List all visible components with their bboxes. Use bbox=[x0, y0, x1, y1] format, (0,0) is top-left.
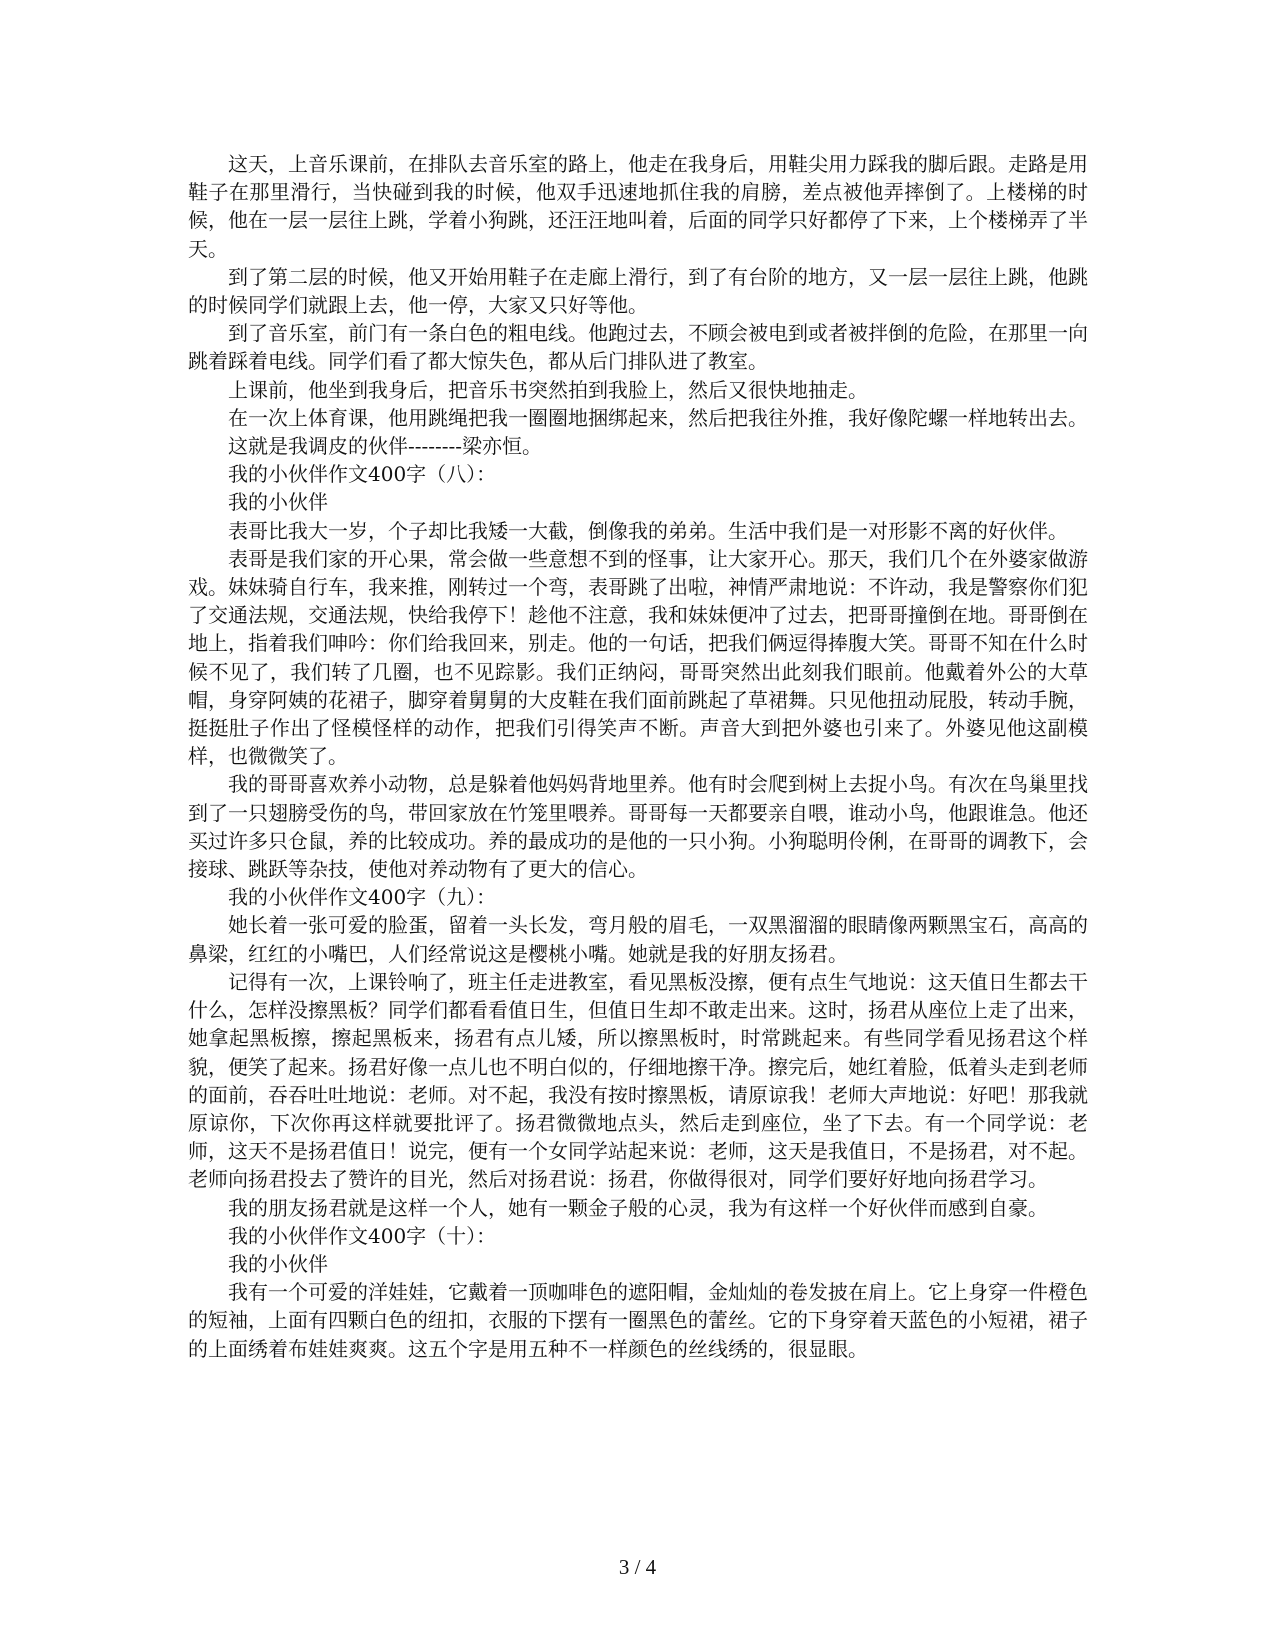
paragraph: 到了音乐室，前门有一条白色的粗电线。他跑过去，不顾会被电到或者被拌倒的危险，在那里一向跳着踩着电线。同学们看了都大惊失色，都从后门排队进了教室。 bbox=[188, 321, 1088, 374]
paragraph: 表哥是我们家的开心果，常会做一些意想不到的怪事，让大家开心。那天，我们几个在外婆家做游戏。妹妹骑自行车，我来推，刚转过一个弯，表哥跳了出啦，神情严肃地说：不许动，我是警察你们犯了交通法规，交通法规，快给我停下！趁他不注意，我和妹妹便冲了过去，把哥哥撞倒在地。哥哥倒在地上，指着我们呻吟：你们给我回来，别走。他的一句话，把我们俩逗得捧腹大笑。哥哥不知在什么时候不见了，我们转了几圈，也不见踪影。我们正纳闷，哥哥突然出此刻我们眼前。他戴着外公的大草帽，身穿阿姨的花裙子，脚穿着舅舅的大皮鞋在我们面前跳起了草裙舞。只见他扭动屁股，转动手腕，挺挺肚子作出了怪模怪样的动作，把我们引得笑声不断。声音大到把外婆也引来了。外婆见他这副模样，也微微笑了。 bbox=[188, 546, 1088, 769]
essay-title: 我的小伙伴 bbox=[228, 490, 328, 515]
section-heading: 我的小伙伴作文400字（十）： bbox=[228, 1223, 497, 1248]
essay-title: 我的小伙伴 bbox=[228, 1251, 328, 1276]
paragraph: 到了第二层的时候，他又开始用鞋子在走廊上滑行，到了有台阶的地方，又一层一层往上跳，他跳的时候同学们就跟上去，他一停，大家又只好等他。 bbox=[188, 264, 1088, 318]
paragraph: 记得有一次，上课铃响了，班主任走进教室，看见黑板没擦，便有点生气地说：这天值日生都去干什么，怎样没擦黑板？同学们都看看值日生，但值日生却不敢走出来。这时，扬君从座位上走了出来，她拿起黑板擦，擦起黑板来，扬君有点儿矮，所以擦黑板时，时常跳起来。有些同学看见扬君这个样貌，便笑了起来。扬君好像一点儿也不明白似的，仔细地擦干净。擦完后，她红着脸，低着头走到老师的面前，吞吞吐吐地说：老师。对不起，我没有按时擦黑板，请原谅我！老师大声地说：好吧！那我就原谅你，下次你再这样就要批评了。扬君微微地点头，然后走到座位，坐了下去。有一个同学说：老师，这天不是扬君值日！说完，便有一个女同学站起来说：老师，这天是我值日，不是扬君，对不起。老师向扬君投去了赞许的目光，然后对扬君说：扬君，你做得很对，同学们要好好地向扬君学习。 bbox=[188, 969, 1088, 1192]
section-heading: 我的小伙伴作文400字（九）： bbox=[228, 885, 497, 910]
paragraph: 在一次上体育课，他用跳绳把我一圈圈地捆绑起来，然后把我往外推，我好像陀螺一样地转出去。 bbox=[228, 405, 1088, 430]
page-number: 3 / 4 bbox=[618, 1555, 657, 1579]
paragraph: 我的朋友扬君就是这样一个人，她有一颗金子般的心灵，我为有这样一个好伙伴而感到自豪。 bbox=[228, 1195, 1048, 1220]
paragraph: 我有一个可爱的洋娃娃，它戴着一顶咖啡色的遮阳帽，金灿灿的卷发披在肩上。它上身穿一件橙色的短袖，上面有四颗白色的纽扣，衣服的下摆有一圈黑色的蕾丝。它的下身穿着天蓝色的小短裙，裙子的上面绣着布娃娃爽爽。这五个字是用五种不一样颜色的丝线绣的，很显眼。 bbox=[188, 1280, 1088, 1361]
document-body bbox=[188, 150, 1088, 1363]
paragraph: 我的哥哥喜欢养小动物，总是躲着他妈妈背地里养。他有时会爬到树上去捉小鸟。有次在鸟巢里找到了一只翅膀受伤的鸟，带回家放在竹笼里喂养。哥哥每一天都要亲自喂，谁动小鸟，他跟谁急。他还买过许多只仓鼠，养的比较成功。养的最成功的是他的一只小狗。小狗聪明伶俐，在哥哥的调教下，会接球、跳跃等杂技，使他对养动物有了更大的信心。 bbox=[188, 772, 1088, 882]
paragraph: 上课前，他坐到我身后，把音乐书突然拍到我脸上，然后又很快地抽走。 bbox=[228, 377, 868, 402]
section-heading: 我的小伙伴作文400字（八）： bbox=[228, 462, 497, 487]
paragraph: 表哥比我大一岁，个子却比我矮一大截，倒像我的弟弟。生活中我们是一对形影不离的好伙伴。 bbox=[228, 518, 1068, 543]
paragraph: 这天，上音乐课前，在排队去音乐室的路上，他走在我身后，用鞋尖用力踩我的脚后跟。走路是用鞋子在那里滑行，当快碰到我的时候，他双手迅速地抓住我的肩膀，差点被他弄摔倒了。上楼梯的时候，他在一层一层往上跳，学着小狗跳，还汪汪地叫着，后面的同学只好都停了下来，上个楼梯弄了半天。 bbox=[188, 152, 1088, 261]
paragraph: 这就是我调皮的伙伴--------梁亦恒。 bbox=[228, 434, 543, 459]
paragraph: 她长着一张可爱的脸蛋，留着一头长发，弯月般的眉毛，一双黑溜溜的眼睛像两颗黑宝石，高高的鼻梁，红红的小嘴巴，人们经常说这是樱桃小嘴。她就是我的好朋友扬君。 bbox=[188, 913, 1088, 966]
